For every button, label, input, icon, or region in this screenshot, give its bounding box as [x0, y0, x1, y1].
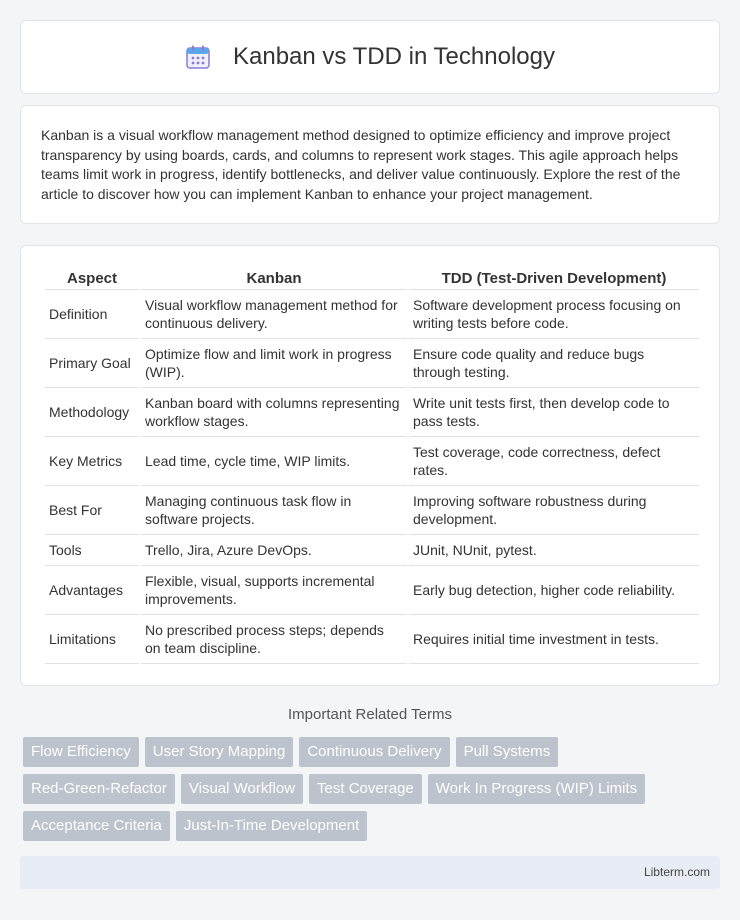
kanban-cell: Managing continuous task flow in software projects. — [141, 486, 407, 535]
aspect-cell: Limitations — [45, 615, 139, 664]
kanban-cell: Lead time, cycle time, WIP limits. — [141, 437, 407, 486]
aspect-cell: Best For — [45, 486, 139, 535]
aspect-cell: Primary Goal — [45, 339, 139, 388]
tag-just-in-time-development[interactable]: Just-In-Time Development — [176, 811, 367, 841]
tag-red-green-refactor[interactable]: Red-Green-Refactor — [23, 774, 175, 804]
kanban-cell: No prescribed process steps; depends on team discipline. — [141, 615, 407, 664]
aspect-cell: Methodology — [45, 388, 139, 437]
comparison-table — [43, 266, 701, 664]
comparison-card — [20, 245, 720, 686]
intro-card — [20, 105, 720, 224]
tag-row — [23, 774, 723, 804]
table-row — [45, 566, 699, 615]
aspect-cell: Advantages — [45, 566, 139, 615]
footer — [20, 856, 720, 889]
tdd-cell: Test coverage, code correctness, defect rates. — [409, 437, 699, 486]
intro-text: Kanban is a visual workflow management method designed to optimize efficiency and improve project transparency by using boards, cards, and columns to represent work stages. This agile approach helps teams limit work in progress, identify bottlenecks, and deliver value continuously. Explore the rest of the article to discover how you can implement Kanban to enhance your project management. — [41, 127, 681, 202]
calendar-icon — [185, 44, 211, 70]
tag-acceptance-criteria[interactable]: Acceptance Criteria — [23, 811, 170, 841]
tdd-cell: Software development process focusing on writing tests before code. — [409, 290, 699, 339]
tag-test-coverage[interactable]: Test Coverage — [309, 774, 422, 804]
kanban-cell: Kanban board with columns representing workflow stages. — [141, 388, 407, 437]
related-terms-list — [23, 737, 723, 848]
kanban-cell: Visual workflow management method for continuous delivery. — [141, 290, 407, 339]
header-tdd: TDD (Test-Driven Development) — [409, 266, 699, 290]
table-row — [45, 339, 699, 388]
tdd-cell: Ensure code quality and reduce bugs through testing. — [409, 339, 699, 388]
table-row — [45, 535, 699, 566]
tdd-cell: Improving software robustness during development. — [409, 486, 699, 535]
table-row — [45, 437, 699, 486]
tdd-cell: Early bug detection, higher code reliability. — [409, 566, 699, 615]
aspect-cell: Key Metrics — [45, 437, 139, 486]
header-kanban: Kanban — [141, 266, 407, 290]
tdd-cell: JUnit, NUnit, pytest. — [409, 535, 699, 566]
footer-link[interactable]: Libterm.com — [643, 865, 710, 879]
table-row — [45, 290, 699, 339]
header-aspect: Aspect — [45, 266, 139, 290]
table-header-row — [45, 266, 699, 290]
tdd-cell: Requires initial time investment in tests. — [409, 615, 699, 664]
tag-row — [23, 811, 723, 841]
tag-user-story-mapping[interactable]: User Story Mapping — [145, 737, 294, 767]
aspect-cell: Definition — [45, 290, 139, 339]
tdd-cell: Write unit tests first, then develop code to pass tests. — [409, 388, 699, 437]
tag-flow-efficiency[interactable]: Flow Efficiency — [23, 737, 139, 767]
kanban-cell: Trello, Jira, Azure DevOps. — [141, 535, 407, 566]
table-row — [45, 388, 699, 437]
kanban-cell: Optimize flow and limit work in progress (WIP). — [141, 339, 407, 388]
page-title: Kanban vs TDD in Technology — [233, 43, 555, 70]
header-card — [20, 20, 720, 94]
table-row — [45, 486, 699, 535]
tag-row — [23, 737, 723, 767]
kanban-cell: Flexible, visual, supports incremental improvements. — [141, 566, 407, 615]
tag-pull-systems[interactable]: Pull Systems — [456, 737, 559, 767]
table-row — [45, 615, 699, 664]
tag-visual-workflow[interactable]: Visual Workflow — [181, 774, 303, 804]
tag-wip-limits[interactable]: Work In Progress (WIP) Limits — [428, 774, 645, 804]
tag-continuous-delivery[interactable]: Continuous Delivery — [299, 737, 449, 767]
related-terms-title: Important Related Terms — [288, 706, 452, 723]
aspect-cell: Tools — [45, 535, 139, 566]
